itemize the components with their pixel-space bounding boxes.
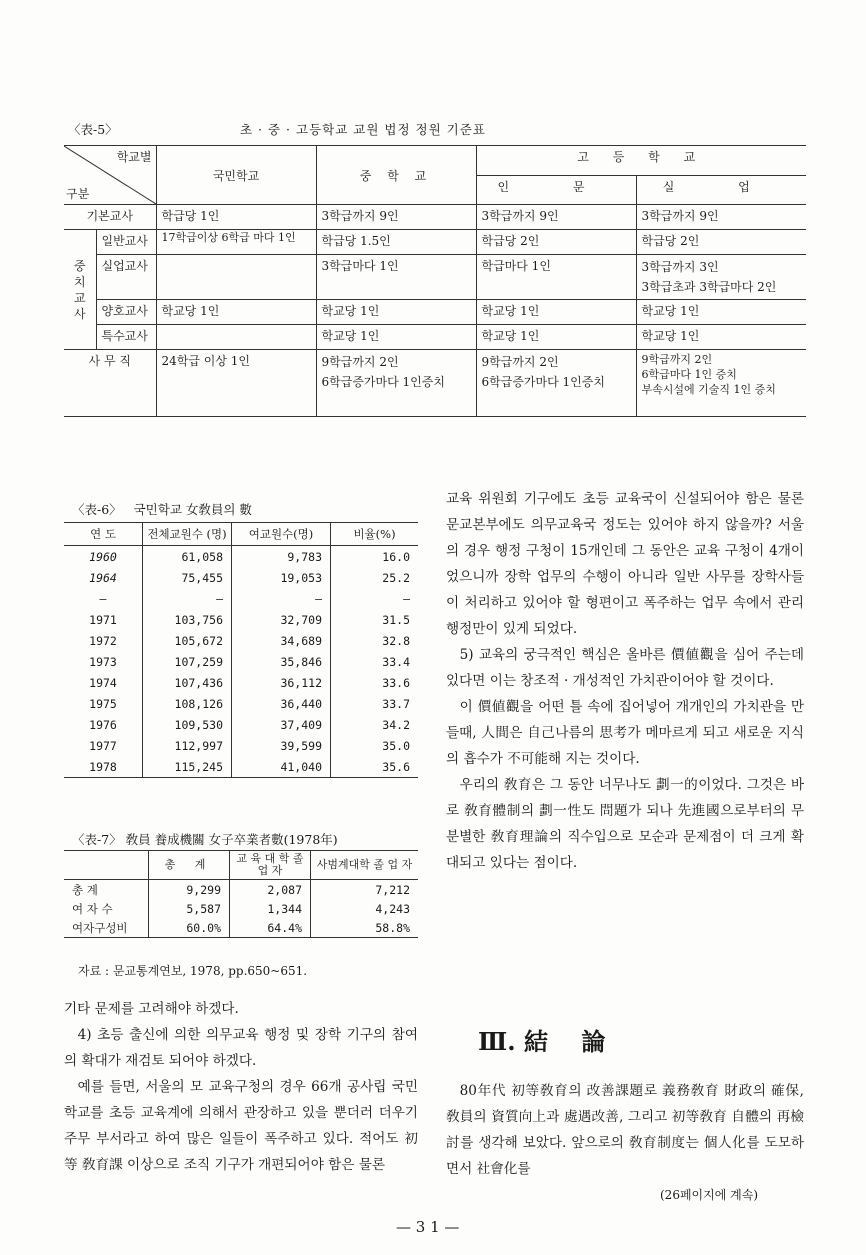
table5: [64, 145, 806, 417]
table-row: 1971 103,756 32,709 31.5: [64, 609, 418, 630]
left-column: 기타 문제를 고려해야 하겠다. 4) 초등 출신에 의한 의무교육 행정 및 장학 기구의 참여의 확대가 재검토 되어야 하겠다. 예를 들면, 서울의 모 교육구청의 경우 66개 공사립 국민학교를 초등 교육계에 의해서 관장하고 있을 뿐더러 더우기 주무 부서라고 하여 많은 일들이 폭주하고 있다. 적어도 初等 敎育課 이상으로 조직 기구가 개편되어야 함은 물론: [64, 1001, 418, 1173]
page-number: — 3 1 —: [396, 1218, 460, 1236]
table-row: 총 계 9,299 2,087 7,212: [64, 880, 418, 900]
table-row: 1975 108,126 36,440 33.7: [64, 693, 418, 714]
table6: 연 도 전체교원수 (명) 여교원수(명) 비율(%) 1960 61,058 9,783 16.0 1964 75,455 19,053 25.2 — — — — 1971 103,756 32,709 31.5 1972 105,672 34,689 32.8 1973 107,259 35,846 33.4 1974 107,436 36,112 33.6 1975 108,126 36,440 33.7 1976 109,530 37,409 34.2 1977 112,997 39,599 35.0 1978 115,245 41,040 35.6: [64, 522, 418, 778]
table-row: 양호교사 학교당 1인 학교당 1인 학교당 1인 학교당 1인: [64, 300, 806, 325]
right-column: 교육 위원회 기구에도 초등 교육국이 신설되어야 함은 물론 문교본부에도 의무교육국 정도는 있어야 하지 않을까? 서울의 경우 행정 구청이 15개인데 그 동안은 교육 구청이 4개이었으니까 장학 업무의 수행이 아니라 일반 사무를 장학사들이 처리하고 있어야 할 형편이고 폭주하는 업무 속에서 관리 행정만이 있게 되었다. 5) 교육의 궁극적인 핵심은 올바른 價値觀을 심어 주는데 있다면 이는 창조적 · 개성적인 가치관이어야 할 것이다. 이 價値觀을 어떤 틀 속에 집어넣어 개개인의 가치관을 만들때, 人間은 自己나름의 思考가 메마르게 되고 새로운 지식의 흡수가 不可能해 지는 것이다. 우리의 敎育은 그 동안 너무나도 劃一的이었다. 그것은 바로 敎育體制의 劃一性도 問題가 되나 先進國으로부터의 무분별한 敎育理論의 직수입으로 모순과 문제점이 더 크게 확대되고 있다는 점이다.: [446, 491, 804, 871]
table6-title: 〈表-6〉 국민학교 女敎員의 數: [72, 502, 252, 517]
table7-title: 〈表-7〉 敎員 養成機關 女子卒業者數(1978年): [72, 832, 338, 847]
table5-label: 〈表-5〉: [68, 122, 118, 137]
table-row: 여 자 수 5,587 1,344 4,243: [64, 899, 418, 918]
conclusion-text: 80年代 初等敎育의 改善課題로 義務敎育 財政의 確保, 敎員의 資質向上과 處遇改善, 그리고 初等敎育 自體의 再檢討를 생각해 보았다. 앞으로의 敎育制度는 個人化를 도모하면서 社會化를: [446, 1083, 804, 1177]
col-high-vocational: 실 업: [636, 175, 806, 205]
col-primary: 국민학교: [156, 146, 316, 205]
table7: 총 계 교 육 대 학 졸 업 자 사범계대학 졸 업 자 총 계 9,299 2,087 7,212 여 자 수 5,587 1,344 4,243 여자구성비 60.0% 64.4% 58.8%: [64, 850, 418, 938]
section-heading: Ⅲ. 結 論: [478, 1027, 606, 1056]
table-row: 1977 112,997 39,599 35.0: [64, 735, 418, 756]
table7-source: 자료 : 문교통계연보, 1978, pp.650~651.: [78, 964, 308, 978]
table-row: — — — —: [64, 588, 418, 609]
col-high: 고 등 학 교: [476, 146, 806, 176]
table-row: 1978 115,245 41,040 35.6: [64, 756, 418, 778]
corner-top-label: 학교별: [116, 150, 152, 164]
table-row: 실업교사 3학급마다 1인 학급마다 1인 3학급까지 3인 3학급초과 3학급마다 2인: [64, 255, 806, 300]
table-row: 1972 105,672 34,689 32.8: [64, 630, 418, 651]
table5-corner: [64, 146, 156, 205]
table-row: 1964 75,455 19,053 25.2: [64, 567, 418, 588]
table-row: 1973 107,259 35,846 33.4: [64, 651, 418, 672]
table-row: 특수교사 학교당 1인 학교당 1인 학교당 1인: [64, 325, 806, 350]
group-label: 중 치 교 사: [64, 230, 96, 350]
table-row: 1976 109,530 37,409 34.2: [64, 714, 418, 735]
table5-title: 초 · 중 · 고등학교 교원 법정 정원 기준표: [240, 122, 486, 137]
table-row: 중 치 교 사 일반교사 17학급이상 6학급 마다 1인 학급당 1.5인 학급당 2인 학급당 2인: [64, 230, 806, 255]
table-row: 기본교사 학급당 1인 3학급까지 9인 3학급까지 9인 3학급까지 9인: [64, 205, 806, 230]
table-row: 사 무 직 24학급 이상 1인 9학급까지 2인 6학급증가마다 1인증치 9학급까지 2인 6학급증가마다 1인증치 9학급까지 2인 6학급마다 1인 증치 부속시설에 기술직 1인 증치: [64, 350, 806, 417]
col-high-humanities: 인 문: [476, 175, 636, 205]
corner-bottom-label: 구분: [66, 187, 90, 201]
continued-note: (26페이지에 계속): [660, 1188, 758, 1202]
table-row: 1974 107,436 36,112 33.6: [64, 672, 418, 693]
table-row: 여자구성비 60.0% 64.4% 58.8%: [64, 918, 418, 938]
table-row: 1960 61,058 9,783 16.0: [64, 546, 418, 568]
col-middle: 중 학 교: [316, 146, 476, 205]
